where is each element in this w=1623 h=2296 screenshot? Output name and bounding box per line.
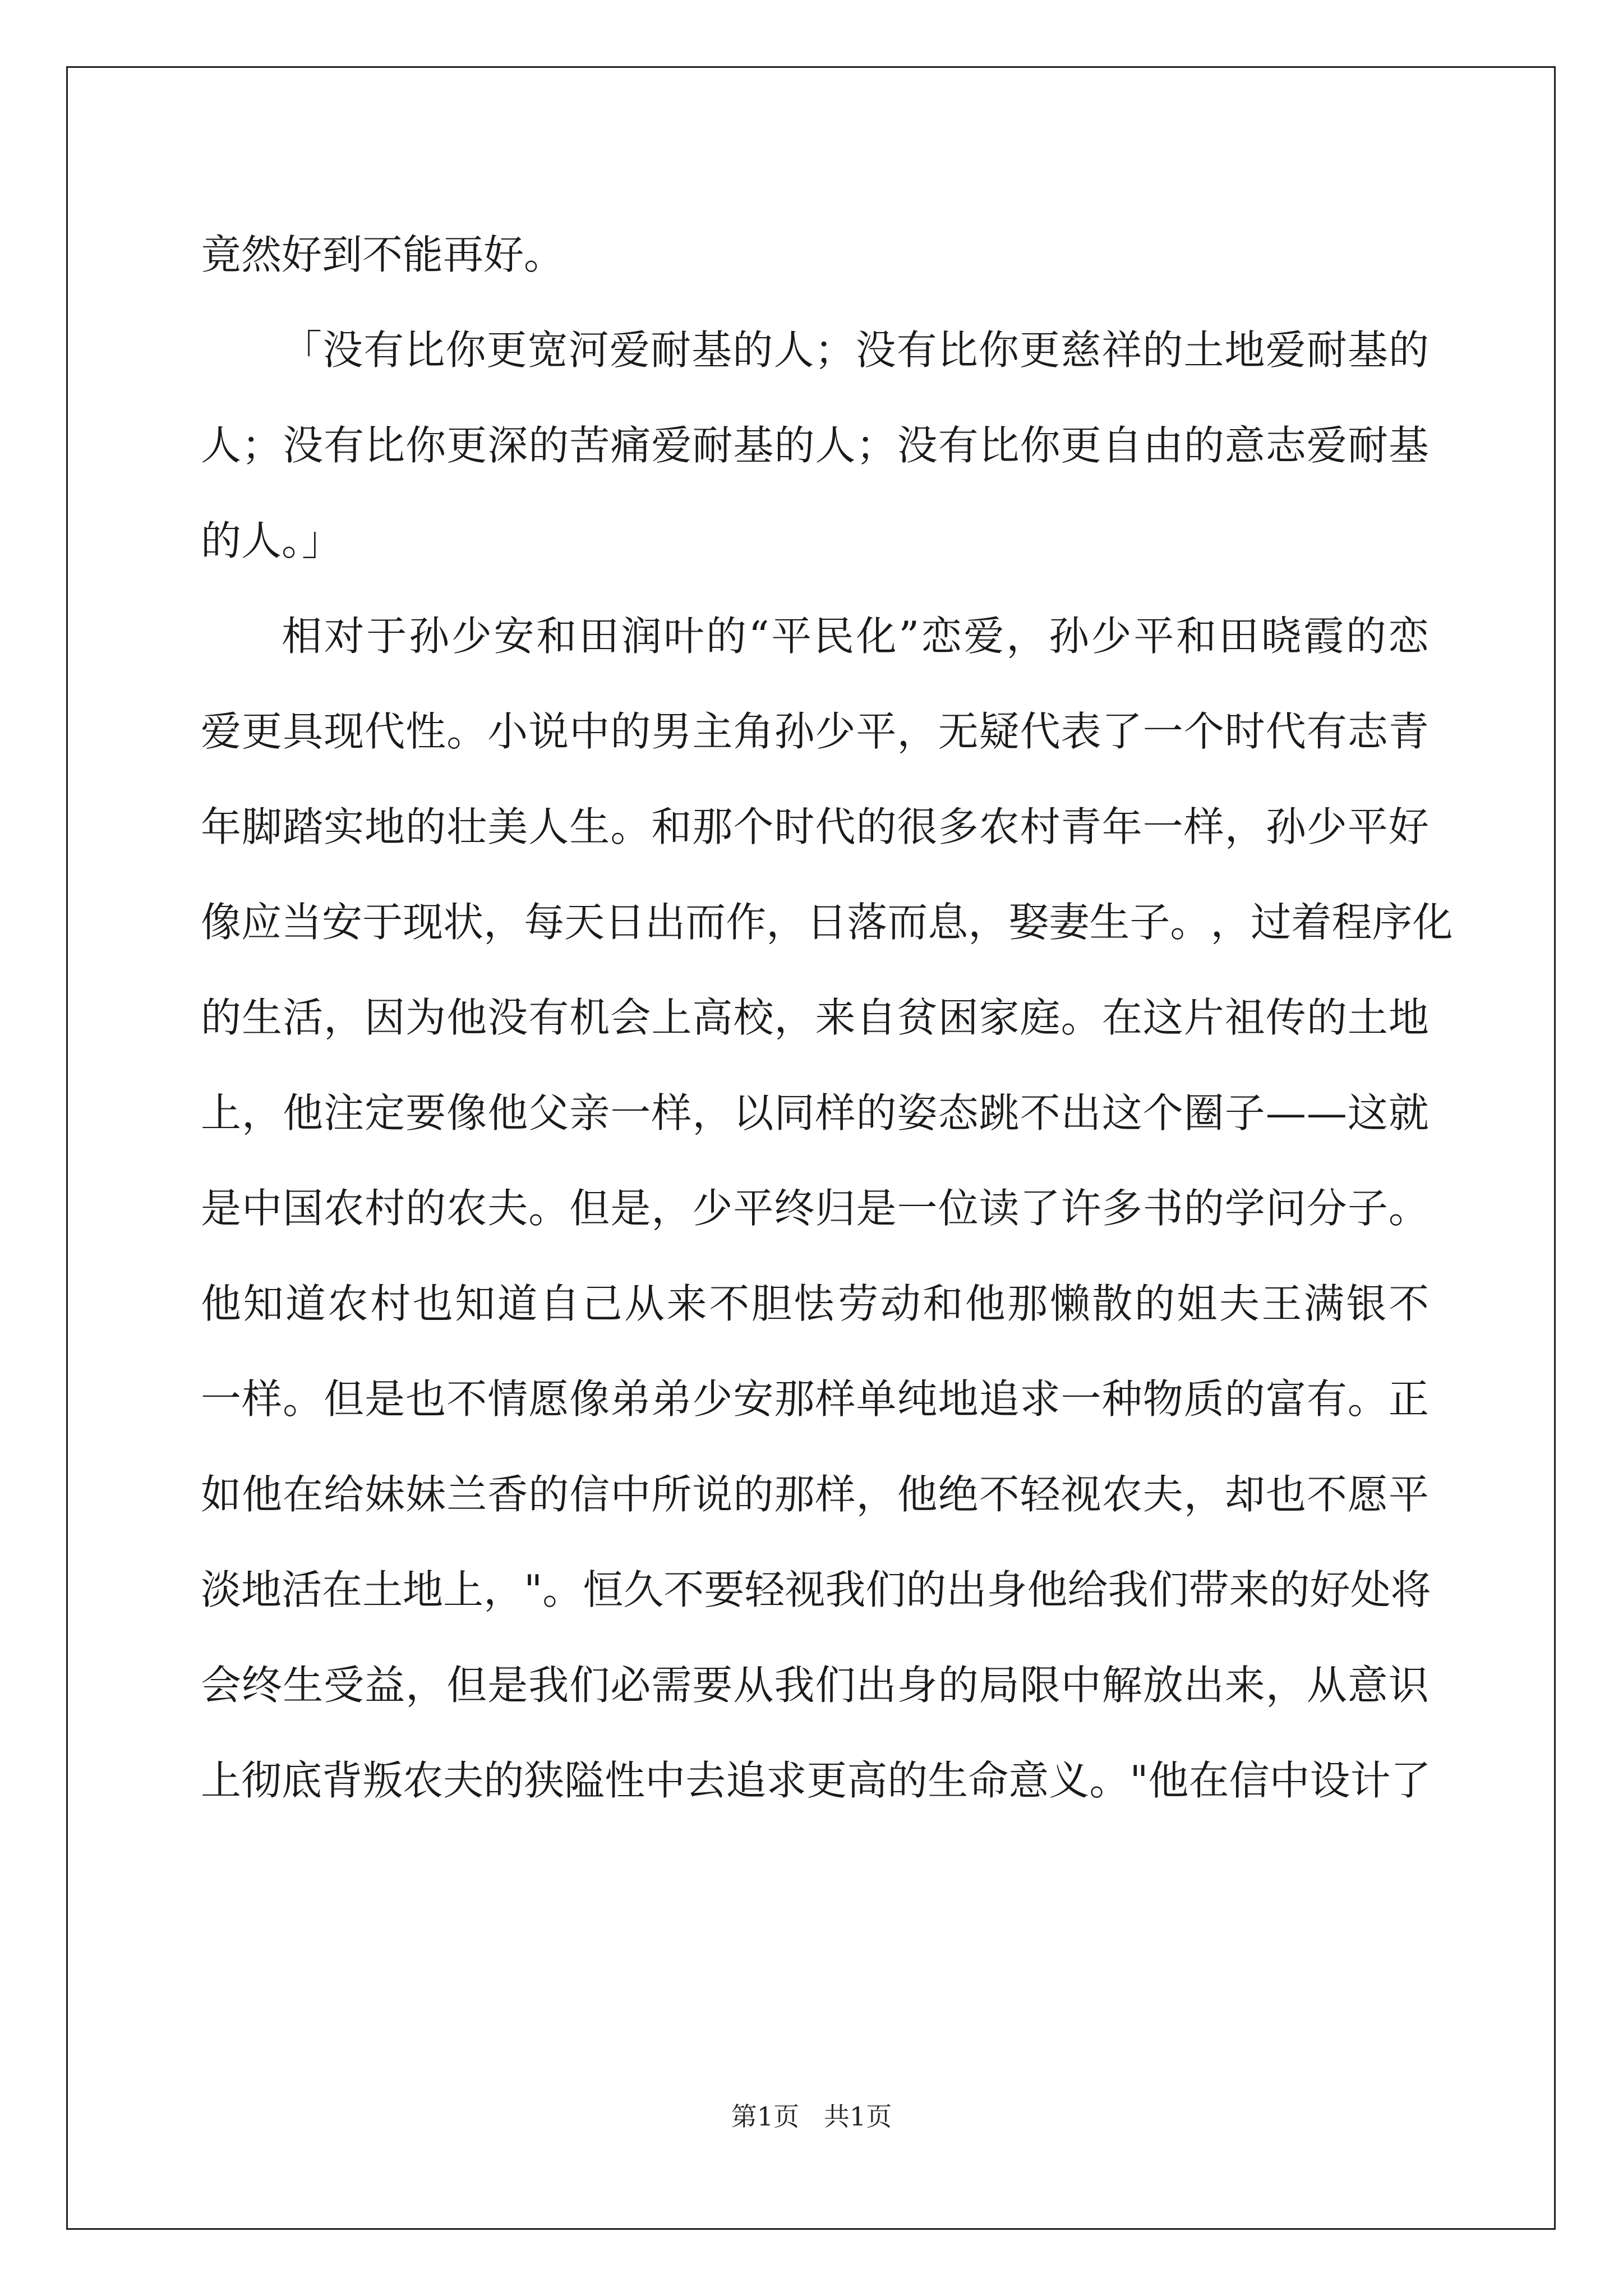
- paragraph-line: 年 脚 踏 实 地 的 壮 美 人 生 。 和 那 个 时 代 的 很 多 农 村 青 年 一 样 ， 孙 少 平 好: [201, 803, 1429, 850]
- paragraph-line: 是 中 国 农 村 的 农 夫 。 但 是 ， 少 平 终 归 是 一 位 读 了 许 多 书 的 学 问 分 子 。: [201, 1185, 1429, 1232]
- paragraph-line: 竟然好到不能再好。: [201, 231, 565, 278]
- paragraph-line: 人 ； 没 有 比 你 更 深 的 苦 痛 爱 耐 基 的 人 ； 没 有 比 你 更 自 由 的 意 志 爱 耐 基: [201, 422, 1429, 469]
- paragraph-line: 上 彻 底 背 叛 农 夫 的 狭 隘 性 中 去 追 求 更 高 的 生 命 意 义 。 " 他 在 信 中 设 计 了: [201, 1757, 1431, 1804]
- paragraph-line: 像 应 当 安 于 现 状 ， 每 天 日 出 而 作 ， 日 落 而 息 ， 娶 妻 生 子 。 ， 过 着 程 序 化: [201, 899, 1453, 946]
- paragraph-line: 爱 更 具 现 代 性 。 小 说 中 的 男 主 角 孙 少 平 ， 无 疑 代 表 了 一 个 时 代 有 志 青: [201, 708, 1429, 755]
- page-footer: 第1页 共1页: [731, 2101, 892, 2132]
- paragraph-line: 会 终 生 受 益 ， 但 是 我 们 必 需 要 从 我 们 出 身 的 局 限 中 解 放 出 来 ， 从 意 识: [201, 1662, 1429, 1709]
- paragraph-line: 「 没 有 比 你 更 宽 河 爱 耐 基 的 人 ； 没 有 比 你 更 慈 祥 的 土 地 爱 耐 基 的: [282, 326, 1429, 374]
- paragraph-line: 相 对 于 孙 少 安 和 田 润 叶 的 “ 平 民 化 ” 恋 爱 ， 孙 少 平 和 田 晓 霞 的 恋: [282, 613, 1429, 660]
- paragraph-line: 一 样 。 但 是 也 不 情 愿 像 弟 弟 少 安 那 样 单 纯 地 追 求 一 种 物 质 的 富 有 。 正: [201, 1375, 1429, 1423]
- paragraph-line: 淡 地 活 在 土 地 上 ， " 。 恒 久 不 要 轻 视 我 们 的 出 身 他 给 我 们 带 来 的 好 处 将: [201, 1566, 1431, 1613]
- paragraph-line: 上 ， 他 注 定 要 像 他 父 亲 一 样 ， 以 同 样 的 姿 态 跳 不 出 这 个 圈 子 — — 这 就: [201, 1089, 1429, 1137]
- paragraph-line: 如 他 在 给 妹 妹 兰 香 的 信 中 所 说 的 那 样 ， 他 绝 不 轻 视 农 夫 ， 却 也 不 愿 平: [201, 1471, 1429, 1518]
- paragraph-line: 的人。」: [201, 517, 343, 564]
- document-body: [201, 207, 1453, 1828]
- paragraph-line: 的 生 活 ， 因 为 他 没 有 机 会 上 高 校 ， 来 自 贫 困 家 庭 。 在 这 片 祖 传 的 土 地: [201, 994, 1429, 1041]
- paragraph-line: 他 知 道 农 村 也 知 道 自 己 从 来 不 胆 怯 劳 动 和 他 那 懒 散 的 姐 夫 王 满 银 不: [201, 1280, 1429, 1327]
